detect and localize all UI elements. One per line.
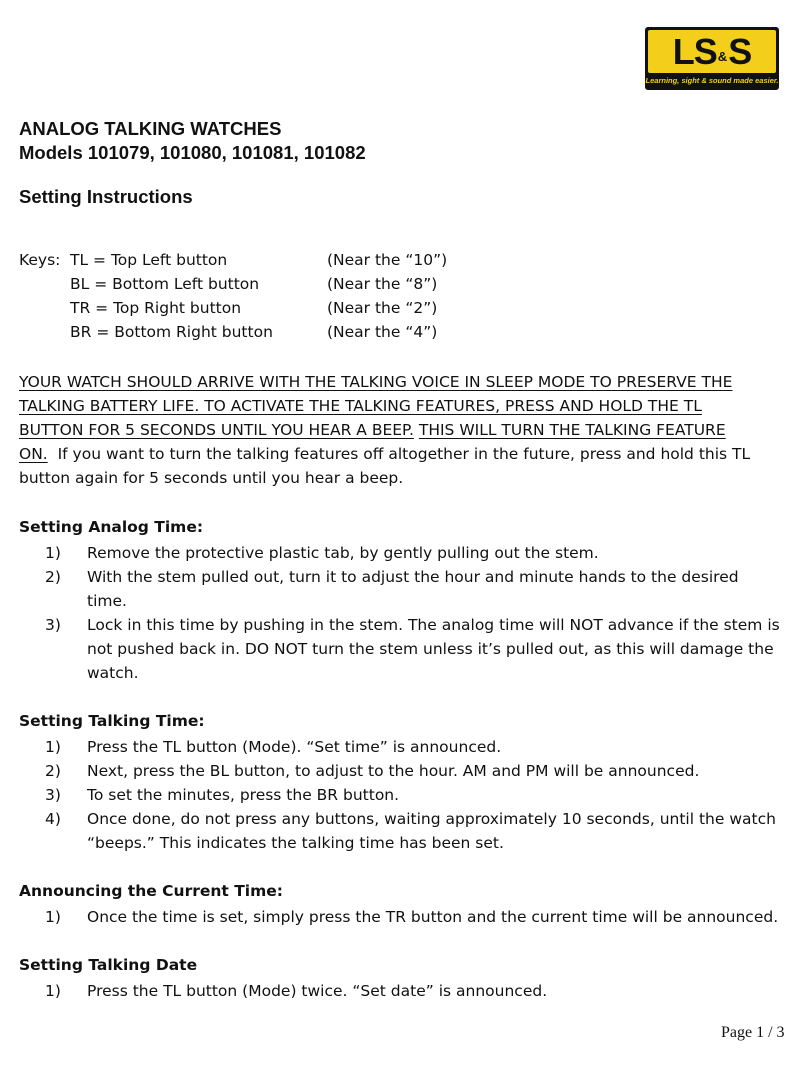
step-text: not pushed back in. DO NOT turn the stem unless it’s pulled out, as this will damage the (87, 640, 774, 658)
list-item-continuation (45, 637, 780, 661)
notice-line: TALKING BATTERY LIFE. TO ACTIVATE THE TALKING FEATURES, PRESS AND HOLD THE TL (19, 397, 702, 415)
logo-text-s: S (728, 30, 752, 72)
section-heading-analog: Setting Analog Time: (19, 518, 204, 536)
step-text: Once the time is set, simply press the TR button and the current time will be announced. (87, 908, 779, 926)
list-item-continuation (45, 661, 780, 685)
logo-text-amp: & (717, 49, 728, 64)
logo-text-ls: LS (672, 30, 717, 72)
step-text: Press the TL button (Mode) twice. “Set date” is announced. (87, 982, 548, 1000)
notice-line: YOUR WATCH SHOULD ARRIVE WITH THE TALKING VOICE IN SLEEP MODE TO PRESERVE THE (19, 373, 733, 391)
step-text: time. (87, 592, 127, 610)
key-location: (Near the “2”) (327, 299, 438, 317)
step-number: 1) (45, 908, 61, 926)
key-definition: BR = Bottom Right button (70, 323, 273, 341)
list-item (45, 979, 547, 1003)
list-item (45, 807, 776, 831)
list-item (45, 613, 780, 637)
key-location: (Near the “10”) (327, 251, 448, 269)
logo-mark (648, 30, 776, 73)
step-text: Next, press the BL button, to adjust to the hour. AM and PM will be announced. (87, 762, 700, 780)
step-text: Once done, do not press any buttons, waiting approximately 10 seconds, until the watch (87, 810, 776, 828)
notice-line: button again for 5 seconds until you hear a beep. (19, 469, 404, 487)
step-number: 3) (45, 616, 61, 634)
key-definition: TR = Top Right button (70, 299, 242, 317)
notice-underlined-text: THIS WILL TURN THE TALKING FEATURE (418, 421, 726, 439)
step-number: 1) (45, 738, 61, 756)
notice-underlined-text: ON. (19, 445, 48, 463)
key-definition: TL = Top Left button (70, 251, 228, 269)
logo-tagline: Learning, sight & sound made easier. (645, 76, 779, 85)
section-subtitle: Setting Instructions (19, 186, 193, 207)
step-number: 2) (45, 568, 61, 586)
list-item (45, 565, 780, 589)
notice-line (19, 442, 794, 466)
list-item (45, 541, 780, 565)
step-text: With the stem pulled out, turn it to adjust the hour and minute hands to the desired (87, 568, 739, 586)
step-number: 1) (45, 544, 61, 562)
step-text: To set the minutes, press the BR button. (87, 786, 400, 804)
list-item (45, 905, 778, 929)
step-text: Remove the protective plastic tab, by gently pulling out the stem. (87, 544, 599, 562)
analog-steps (45, 541, 780, 685)
list-item-continuation (45, 589, 780, 613)
page-number: Page 1 / 3 (721, 1024, 785, 1041)
notice-underlined-text: BUTTON FOR 5 SECONDS UNTIL YOU HEAR A BEEP. (19, 421, 414, 439)
talking-time-steps (45, 735, 776, 855)
announce-steps (45, 905, 778, 929)
key-definition: BL = Bottom Left button (70, 275, 260, 293)
key-location: (Near the “8”) (327, 275, 438, 293)
step-number: 3) (45, 786, 61, 804)
keys-label: Keys: (19, 251, 61, 269)
list-item (45, 735, 776, 759)
sleep-mode-notice (19, 370, 794, 490)
step-text: watch. (87, 664, 139, 682)
date-steps (45, 979, 547, 1003)
list-item-continuation (45, 831, 776, 855)
key-location: (Near the “4”) (327, 323, 438, 341)
notice-line (19, 418, 794, 442)
list-item (45, 759, 776, 783)
step-number: 2) (45, 762, 61, 780)
step-text: “beeps.” This indicates the talking time has been set. (87, 834, 504, 852)
list-item (45, 783, 776, 807)
company-logo (645, 27, 779, 90)
step-text: Lock in this time by pushing in the stem. The analog time will NOT advance if the stem is (87, 616, 780, 634)
document-title: ANALOG TALKING WATCHES (19, 118, 282, 139)
step-number: 4) (45, 810, 61, 828)
section-heading-announce: Announcing the Current Time: (19, 882, 283, 900)
notice-text: If you want to turn the talking features off altogether in the future, press and hold this TL (47, 445, 751, 463)
section-heading-date: Setting Talking Date (19, 956, 198, 974)
step-number: 1) (45, 982, 61, 1000)
section-heading-talking-time: Setting Talking Time: (19, 712, 205, 730)
model-numbers: Models 101079, 101080, 101081, 101082 (19, 142, 366, 163)
step-text: Press the TL button (Mode). “Set time” is announced. (87, 738, 502, 756)
